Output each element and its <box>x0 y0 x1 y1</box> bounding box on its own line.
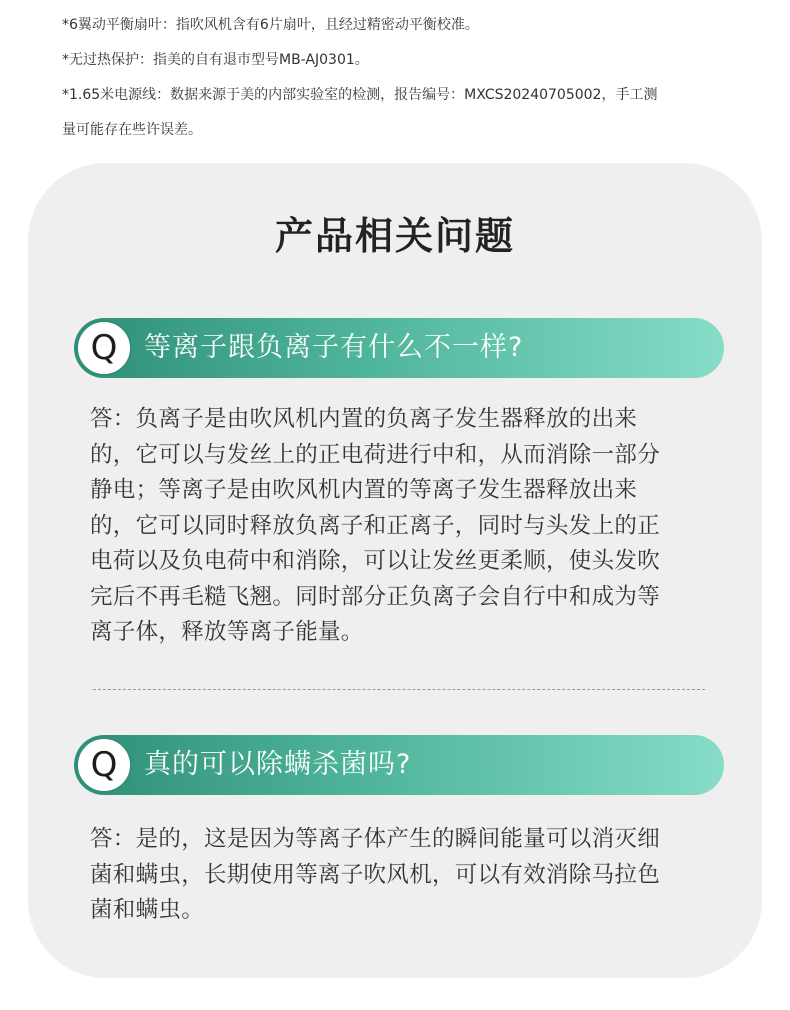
footnote: *无过热保护：指美的自有退市型号MB-AJ0301。 <box>62 52 369 68</box>
question-bar-2 <box>74 735 724 795</box>
faq-title: 产品相关问题 <box>274 214 515 258</box>
q-badge-icon <box>76 737 132 793</box>
answer-1 <box>90 402 720 651</box>
q-badge-letter: Q <box>90 745 118 785</box>
question-text: 等离子跟负离子有什么不一样? <box>144 332 524 363</box>
footnote: *6翼动平衡扇叶：指吹风机含有6片扇叶，且经过精密动平衡校准。 <box>62 17 479 33</box>
question-text: 真的可以除螨杀菌吗? <box>144 749 412 780</box>
answer-2 <box>90 822 720 929</box>
answer-line: 菌和螨虫，长期使用等离子吹风机，可以有效消除马拉色 <box>90 861 661 888</box>
answer-line: 答：负离子是由吹风机内置的负离子发生器释放的出来 <box>90 406 638 432</box>
answer-line: 的，它可以同时释放负离子和正离子，同时与头发上的正 <box>90 512 661 539</box>
footnote: *1.65米电源线：数据来源于美的内部实验室的检测，报告编号：MXCS20240705002，手工测 <box>62 87 658 103</box>
dashed-divider <box>93 689 705 690</box>
answer-line: 静电；等离子是由吹风机内置的等离子发生器释放出来 <box>90 477 638 503</box>
answer-line: 离子体，释放等离子能量。 <box>90 619 364 645</box>
answer-line: 电荷以及负电荷中和消除，可以让发丝更柔顺，使头发吹 <box>90 548 661 574</box>
q-badge-letter: Q <box>90 328 118 368</box>
answer-line: 完后不再毛糙飞翘。同时部分正负离子会自行中和成为等 <box>90 583 661 610</box>
answer-line: 答：是的，这是因为等离子体产生的瞬间能量可以消灭细 <box>90 826 661 852</box>
q-badge-icon <box>76 320 132 376</box>
footnotes <box>62 8 762 148</box>
answer-line: 的，它可以与发丝上的正电荷进行中和，从而消除一部分 <box>90 441 661 468</box>
question-bar-1 <box>74 318 724 378</box>
answer-line: 菌和螨虫。 <box>90 897 205 923</box>
footnote: 量可能存在些许误差。 <box>62 122 202 138</box>
